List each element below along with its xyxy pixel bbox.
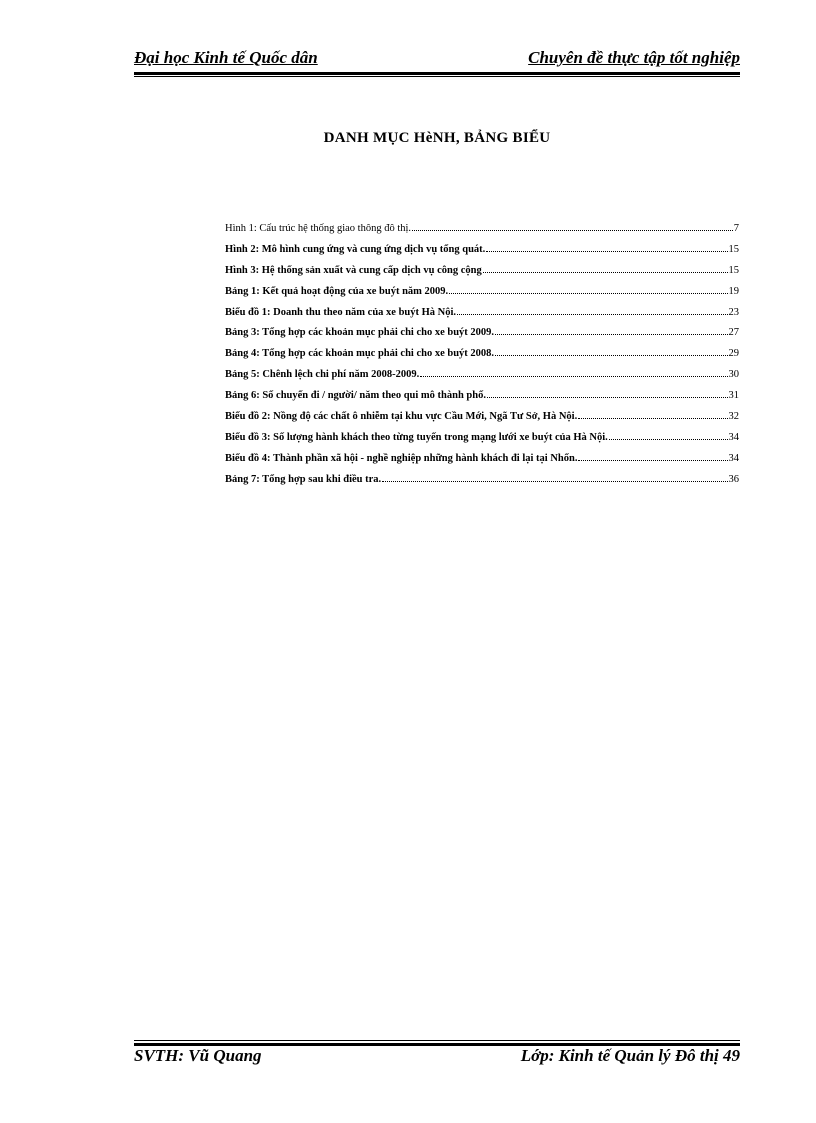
header-document-type: Chuyên đề thực tập tốt nghiệp (528, 48, 740, 67)
toc-entry-page: 32 (728, 411, 739, 423)
toc-leader (420, 368, 727, 377)
page-footer (134, 1045, 740, 1067)
page-header (134, 46, 740, 68)
toc-entry-page: 30 (728, 369, 739, 381)
toc-entry[interactable] (225, 285, 739, 306)
toc-entry[interactable] (225, 222, 739, 243)
toc-leader (449, 285, 727, 294)
toc-leader (412, 222, 733, 231)
toc-leader (495, 347, 727, 356)
page-title: DANH MỤC HèNH, BẢNG BIỂU (323, 130, 551, 146)
table-of-figures (225, 222, 739, 494)
toc-entry-page: 23 (728, 306, 739, 318)
toc-entry-label: Biểu đồ 1: Doanh thu theo năm của xe buýt Hà Nội. (225, 306, 457, 318)
toc-entry-page: 7 (733, 223, 739, 234)
footer-class: Lớp: Kinh tế Quản lý Đô thị 49 (520, 1046, 740, 1065)
toc-entry[interactable] (225, 243, 739, 264)
toc-entry[interactable] (225, 368, 739, 389)
toc-entry[interactable] (225, 431, 739, 452)
toc-entry[interactable] (225, 347, 739, 368)
toc-entry-page: 19 (728, 285, 739, 297)
toc-entry[interactable] (225, 410, 739, 431)
toc-leader (578, 410, 727, 419)
toc-leader (382, 473, 727, 482)
toc-entry-page: 15 (728, 264, 739, 276)
toc-entry-page: 34 (728, 452, 739, 464)
toc-entry-label: Bảng 6: Số chuyến đi / người/ năm theo qui mô thành phố. (225, 390, 486, 402)
toc-entry-page: 31 (728, 390, 739, 402)
toc-leader (495, 326, 727, 335)
toc-entry-label: Biểu đồ 2: Nồng độ các chất ô nhiễm tại khu vực Cầu Mới, Ngã Tư Sở, Hà Nội. (225, 411, 578, 423)
footer-student: SVTH: Vũ Quang (134, 1046, 262, 1065)
toc-entry-page: 27 (728, 327, 739, 339)
toc-entry-label: Bảng 1: Kết quả hoạt động của xe buýt năm 2009. (225, 285, 449, 297)
toc-entry-label: Hình 1: Cấu trúc hệ thống giao thông đô thị. (225, 223, 412, 234)
toc-entry-label: Bảng 4: Tổng hợp các khoản mục phải chi cho xe buýt 2008. (225, 348, 495, 360)
toc-entry-label: Bảng 3: Tổng hợp các khoản mục phải chi cho xe buýt 2009. (225, 327, 495, 339)
header-university: Đại học Kinh tế Quốc dân (134, 48, 318, 67)
toc-leader (609, 431, 728, 440)
footer-rule-thin (134, 1040, 740, 1041)
toc-leader (486, 243, 727, 252)
toc-entry[interactable] (225, 264, 739, 285)
toc-entry[interactable] (225, 452, 739, 473)
header-rule-thin (134, 76, 740, 77)
toc-entry-page: 29 (728, 348, 739, 360)
toc-entry-page: 34 (728, 431, 739, 443)
toc-entry[interactable] (225, 473, 739, 494)
toc-entry-page: 36 (728, 473, 739, 485)
toc-entry[interactable] (225, 306, 739, 327)
toc-entry-label: Biểu đồ 3: Số lượng hành khách theo từng tuyến trong mạng lưới xe buýt của Hà Nội. (225, 431, 608, 443)
toc-entry-page: 15 (728, 243, 739, 255)
toc-leader (487, 389, 728, 398)
toc-leader (457, 306, 727, 315)
toc-entry-label: Bảng 5: Chênh lệch chi phí năm 2008-2009. (225, 369, 420, 381)
toc-leader (483, 264, 728, 273)
toc-leader (578, 452, 727, 461)
header-rule (134, 72, 740, 75)
toc-entry-label: Bảng 7: Tổng hợp sau khi điều tra. (225, 473, 382, 485)
toc-entry-label: Hình 3: Hệ thống sản xuất và cung cấp dịch vụ công cộng (225, 264, 482, 276)
toc-entry[interactable] (225, 389, 739, 410)
toc-entry[interactable] (225, 326, 739, 347)
toc-entry-label: Biểu đồ 4: Thành phần xã hội - nghề nghiệp những hành khách đi lại tại Nhổn. (225, 452, 578, 464)
toc-entry-label: Hình 2: Mô hình cung ứng và cung ứng dịch vụ tổng quát. (225, 243, 486, 255)
